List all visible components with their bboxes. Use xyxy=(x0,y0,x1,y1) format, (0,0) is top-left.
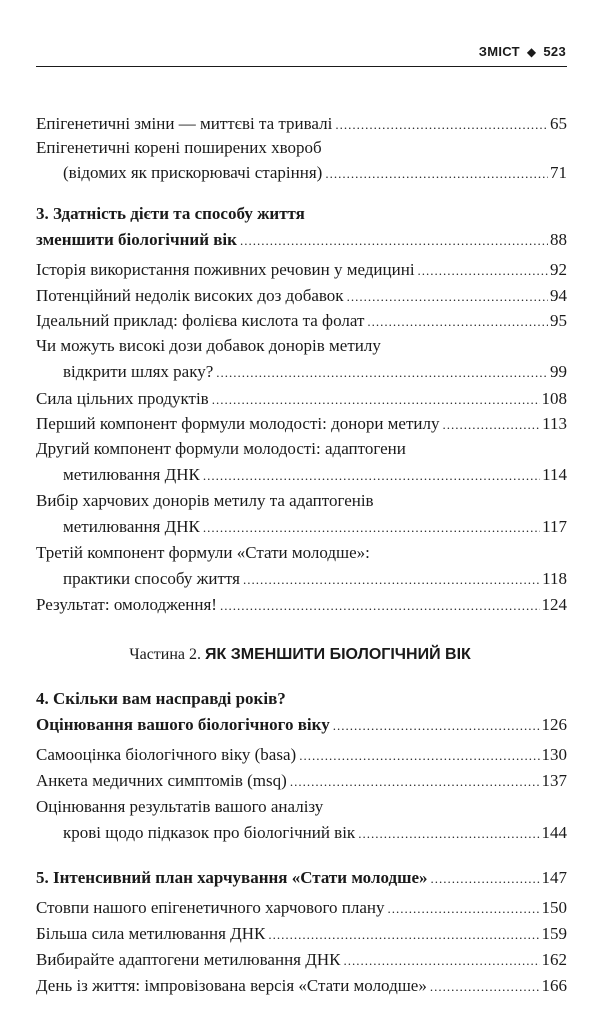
chapter-heading-continuation[interactable] xyxy=(0,229,600,252)
toc-entry-page: 130 xyxy=(541,745,567,764)
toc-entry-title: Вибирайте адаптогени метилювання ДНК xyxy=(36,950,341,969)
part-prefix: Частина 2. xyxy=(129,646,202,663)
toc-entry-page: 113 xyxy=(542,414,567,433)
toc-entry-title: Третій компонент формули «Стати молодше»: xyxy=(36,543,370,562)
chapter-title: зменшити біологічний вік xyxy=(36,230,237,249)
toc-entry[interactable] xyxy=(0,923,600,946)
toc-entry-page: 150 xyxy=(541,898,567,917)
toc-entry-title: метилювання ДНК xyxy=(63,517,200,536)
chapter-title: 4. Скільки вам насправді років? xyxy=(36,689,286,708)
toc-entry-page: 147 xyxy=(541,868,567,887)
leader-dots xyxy=(268,924,539,946)
chapter-heading[interactable] xyxy=(0,867,600,890)
toc-entry-title: Сила цільних продуктів xyxy=(36,389,209,408)
leader-dots xyxy=(418,260,548,282)
header-rule xyxy=(36,66,567,67)
toc-entry-title: Самооцінка біологічного віку (basa) xyxy=(36,745,297,764)
toc-entry[interactable] xyxy=(0,796,600,818)
leader-dots xyxy=(358,823,539,845)
toc-entry-page: 95 xyxy=(550,311,567,330)
toc-entry[interactable] xyxy=(0,137,600,159)
toc-entry-page: 88 xyxy=(550,230,567,249)
toc-entry-title: Епігенетичні корені поширених хвороб xyxy=(36,138,322,157)
toc-entry-title: (відомих як прискорювачі старіння) xyxy=(63,163,323,182)
toc-entry-title: Стовпи нашого епігенетичного харчового плану xyxy=(36,898,385,917)
diamond-icon: ◆ xyxy=(526,44,537,59)
toc-entry-page: 65 xyxy=(550,114,567,133)
leader-dots xyxy=(220,595,540,617)
toc-entry-page: 124 xyxy=(541,595,567,614)
toc-entry-continuation[interactable] xyxy=(0,162,600,185)
toc-entry-title: Перший компонент формули молодості: донори метилу xyxy=(36,414,440,433)
toc-entry[interactable] xyxy=(0,542,600,564)
toc-entry-title: крові щодо підказок про біологічний вік xyxy=(63,823,356,842)
page-number: 523 xyxy=(543,44,566,59)
toc-entry-title: Вибір харчових донорів метилу та адаптогенів xyxy=(36,491,374,510)
leader-dots xyxy=(431,868,540,890)
leader-dots xyxy=(335,114,548,136)
toc-entry-title: відкрити шлях раку? xyxy=(63,362,214,381)
leader-dots xyxy=(203,517,540,539)
leader-dots xyxy=(240,230,548,252)
leader-dots xyxy=(347,286,548,308)
toc-entry[interactable] xyxy=(0,897,600,920)
toc-entry-title: метилювання ДНК xyxy=(63,465,200,484)
toc-entry-title: Результат: омолодження! xyxy=(36,595,217,614)
leader-dots xyxy=(442,414,540,436)
toc-entry-title: Другий компонент формули молодості: адаптогени xyxy=(36,439,406,458)
toc-entry[interactable] xyxy=(0,388,600,411)
chapter-heading[interactable] xyxy=(0,203,600,225)
leader-dots xyxy=(212,389,540,411)
toc-entry[interactable] xyxy=(0,975,600,998)
toc-entry-page: 71 xyxy=(550,163,567,182)
toc-entry[interactable] xyxy=(0,310,600,333)
leader-dots xyxy=(243,569,540,591)
chapter-title: 3. Здатність дієти та способу життя xyxy=(36,204,305,223)
toc-entry[interactable] xyxy=(0,744,600,767)
toc-entry-title: Чи можуть високі дози добавок донорів метилу xyxy=(36,336,381,355)
toc-entry-page: 114 xyxy=(542,465,567,484)
toc-entry[interactable] xyxy=(0,113,600,136)
chapter-title: Оцінювання вашого біологічного віку xyxy=(36,715,330,734)
toc-entry-title: Епігенетичні зміни — миттєві та тривалі xyxy=(36,114,333,133)
toc-entry-title: Потенційний недолік високих доз добавок xyxy=(36,286,344,305)
toc-entry-page: 144 xyxy=(541,823,567,842)
toc-entry[interactable] xyxy=(0,438,600,460)
running-head xyxy=(479,44,566,59)
part-title: ЯК ЗМЕНШИТИ БІОЛОГІЧНИЙ ВІК xyxy=(205,646,471,663)
toc-entry[interactable] xyxy=(0,413,600,436)
toc-entry-continuation[interactable] xyxy=(0,361,600,384)
toc-entry-title: Анкета медичних симптомів (msq) xyxy=(36,771,287,790)
toc-entry-page: 118 xyxy=(542,569,567,588)
toc-entry-title: Оцінювання результатів вашого аналізу xyxy=(36,797,324,816)
toc-entry[interactable] xyxy=(0,335,600,357)
toc-entry-page: 108 xyxy=(541,389,567,408)
toc-entry[interactable] xyxy=(0,949,600,972)
toc-entry-page: 99 xyxy=(550,362,567,381)
toc-entry-title: Історія використання поживних речовин у медицині xyxy=(36,260,415,279)
chapter-heading[interactable] xyxy=(0,688,600,710)
section-title: ЗМІСТ xyxy=(478,44,520,59)
leader-dots xyxy=(216,362,548,384)
toc-entry-title: практики способу життя xyxy=(63,569,240,588)
toc-entry-continuation[interactable] xyxy=(0,568,600,591)
toc-entry-title: Більша сила метилювання ДНК xyxy=(36,924,266,943)
toc-entry-title: Ідеальний приклад: фолієва кислота та фолат xyxy=(36,311,365,330)
toc-entry-page: 159 xyxy=(541,924,567,943)
leader-dots xyxy=(343,950,539,972)
toc-entry-page: 94 xyxy=(550,286,567,305)
chapter-title: 5. Інтенсивний план харчування «Стати молодше» xyxy=(36,868,428,887)
toc-entry[interactable] xyxy=(0,594,600,617)
leader-dots xyxy=(290,771,540,793)
toc-entry[interactable] xyxy=(0,490,600,512)
leader-dots xyxy=(203,465,540,487)
toc-entry-continuation[interactable] xyxy=(0,464,600,487)
toc-entry-title: День із життя: імпровізована версія «Стати молодше» xyxy=(36,976,427,995)
toc-entry-page: 166 xyxy=(541,976,567,995)
leader-dots xyxy=(333,715,540,737)
leader-dots xyxy=(430,976,540,998)
toc-entry-continuation[interactable] xyxy=(0,516,600,539)
toc-entry-page: 137 xyxy=(541,771,567,790)
leader-dots xyxy=(299,745,539,767)
toc-entry-page: 117 xyxy=(542,517,567,536)
toc-entry-page: 162 xyxy=(541,950,567,969)
part-heading[interactable] xyxy=(0,644,600,666)
toc-entry-continuation[interactable] xyxy=(0,822,600,845)
toc-entry[interactable] xyxy=(0,285,600,308)
toc-entry[interactable] xyxy=(0,259,600,282)
toc-entry[interactable] xyxy=(0,770,600,793)
leader-dots xyxy=(325,163,548,185)
toc-entry-page: 92 xyxy=(550,260,567,279)
chapter-heading-continuation[interactable] xyxy=(0,714,600,737)
leader-dots xyxy=(387,898,539,920)
toc-entry-page: 126 xyxy=(541,715,567,734)
leader-dots xyxy=(367,311,548,333)
